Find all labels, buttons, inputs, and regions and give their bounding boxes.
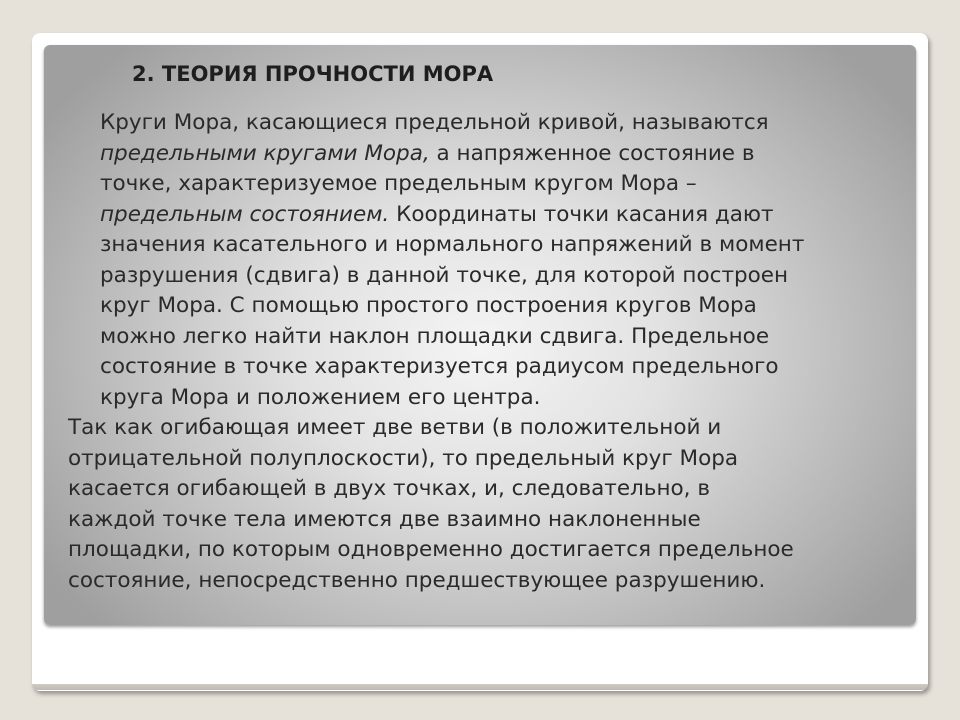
text-segment: состояние, непосредственно предшествующее разрушению. [68, 567, 766, 593]
emphasized-term: предельным состоянием. [100, 201, 390, 227]
text-segment: значения касательного и нормального напряжений в момент [100, 232, 805, 257]
text-segment: разрушения (сдвига) в данной точке, для которой построен [100, 262, 789, 288]
text-line [68, 474, 904, 505]
text-segment: Координаты точки касания дают [389, 201, 774, 227]
frame-bottom-edge [32, 684, 928, 690]
text-segment: отрицательной полуплоскости), то предельный круг Мора [68, 445, 739, 471]
text-line [68, 230, 904, 261]
text-line [68, 535, 904, 566]
text-line [68, 139, 904, 170]
text-segment: Так как огибающая имеет две ветви (в положительной и [68, 415, 722, 440]
paragraph-envelope-branches [68, 413, 904, 596]
body-text [68, 108, 904, 596]
text-line [68, 261, 904, 292]
text-line [68, 413, 904, 444]
text-line [68, 505, 904, 536]
text-line [68, 200, 904, 231]
text-segment: состояние в точке характеризуется радиусом предельного [100, 354, 779, 379]
text-line [68, 444, 904, 475]
text-segment: можно легко найти наклон площадки сдвига. Предельное [100, 323, 770, 349]
text-segment: каждой точке тела имеются две взаимно наклоненные [68, 506, 701, 532]
slide-title: 2. ТЕОРИЯ ПРОЧНОСТИ МОРА [132, 62, 494, 86]
text-segment: точке, характеризуемое предельным кругом Мора – [100, 171, 697, 196]
text-segment: площадки, по которым одновременно достигается предельное [68, 537, 794, 562]
text-line [68, 352, 904, 383]
text-line [68, 291, 904, 322]
text-segment: касается огибающей в двух точках, и, следовательно, в [68, 476, 711, 501]
text-segment: а напряженное состояние в [429, 140, 755, 166]
text-segment: Круги Мора, касающиеся предельной кривой, называются [100, 110, 769, 135]
paragraph-mohr-circles [68, 108, 904, 413]
text-line [68, 383, 904, 414]
text-line [68, 108, 904, 139]
text-line [68, 169, 904, 200]
text-segment: круг Мора. С помощью простого построения кругов Мора [100, 293, 757, 318]
text-line [68, 566, 904, 597]
text-segment: круга Мора и положением его центра. [100, 384, 541, 410]
text-line [68, 322, 904, 353]
emphasized-term: предельными кругами Мора, [100, 140, 430, 166]
